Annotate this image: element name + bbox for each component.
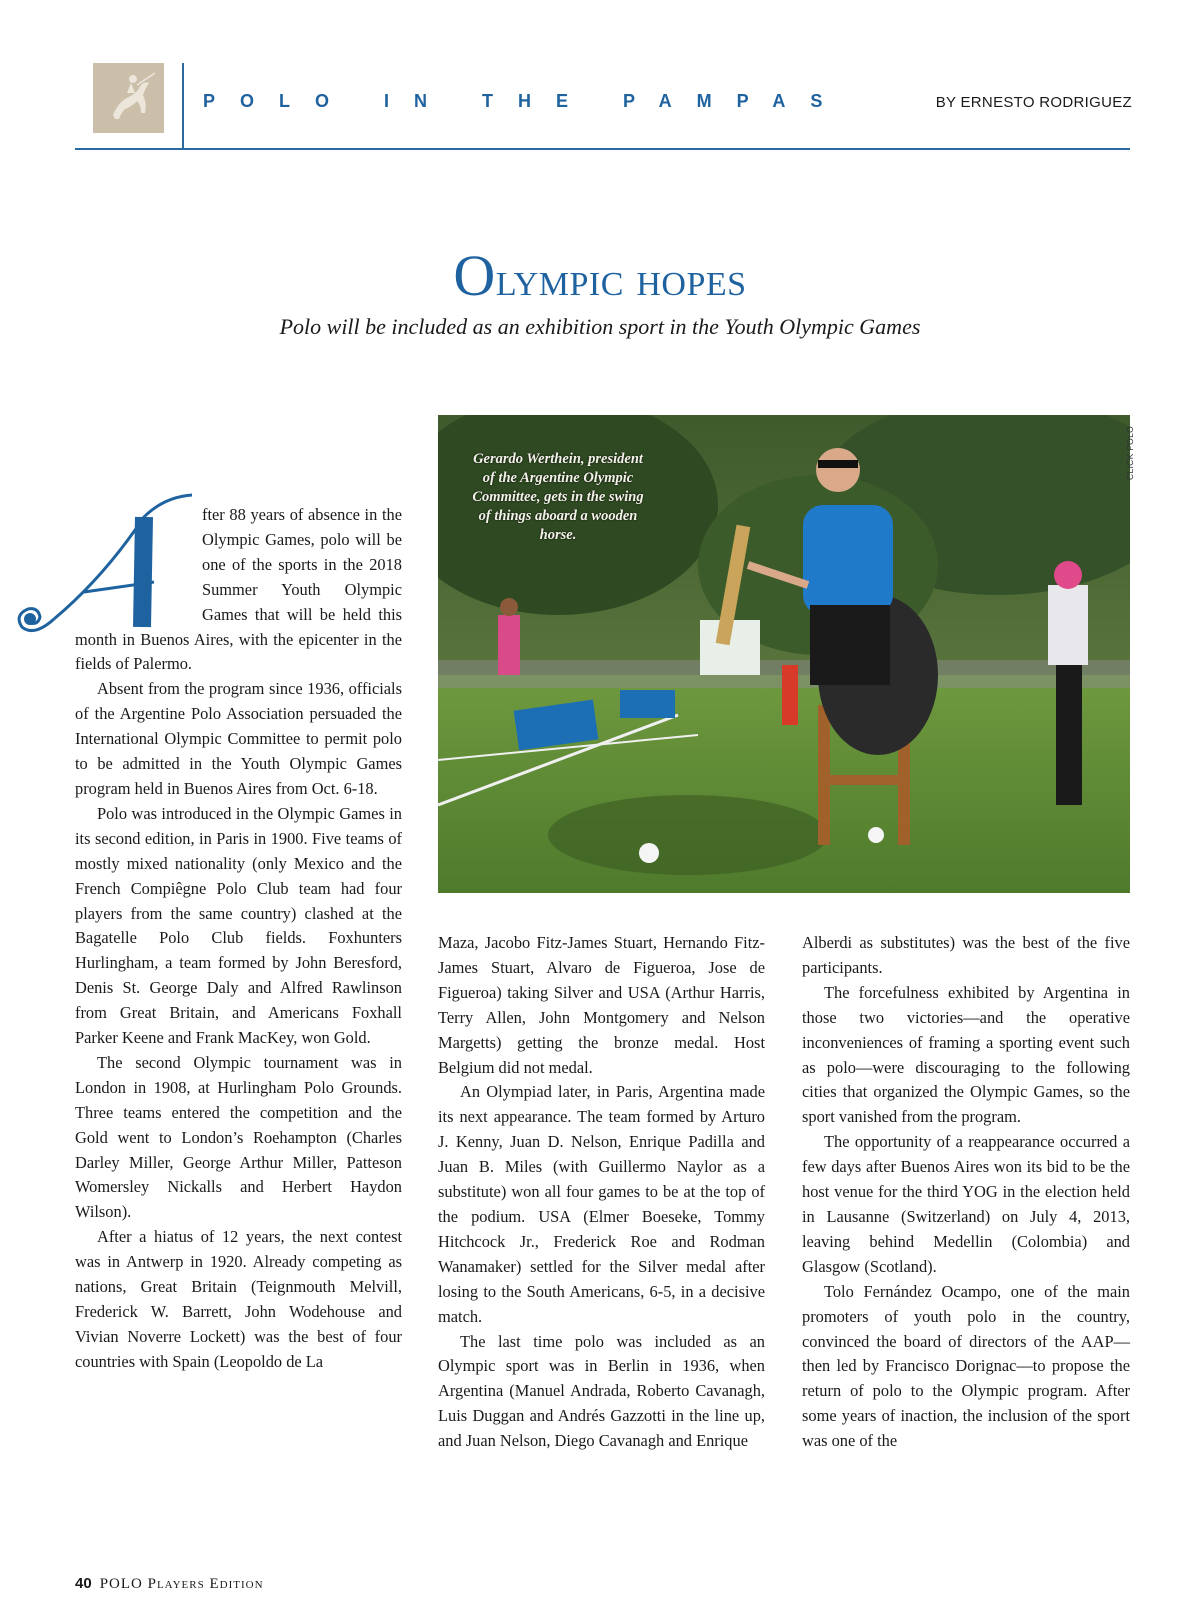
header-divider: [182, 63, 184, 149]
article-column-2: [438, 931, 765, 1454]
title-rest: lympic hopes: [495, 253, 747, 306]
kicker-text: POLO IN THE PAMPAS: [203, 91, 848, 111]
photo-caption: Gerardo Werthein, president of the Argentine Olympic Committee, gets in the swing of things aboard a wooden horse.: [472, 451, 644, 543]
paragraph: Maza, Jacobo Fitz-James Stuart, Hernando Fitz-James Stuart, Alvaro de Figueroa, Jose de Figueroa) taking Silver and USA (Arthur Harris, Terry Allen, John Montgomery and Nelson Margetts) getting the bronze medal. Host Belgium did not medal.: [438, 933, 765, 1077]
page-number: 40: [75, 1575, 92, 1592]
paragraph: The second Olympic tournament was in London in 1908, at Hurlingham Polo Grounds. Three teams entered the competition and the Gold went to London’s Roehampton (Charles Darley Miller, George Arthur Miller, Patteson Womersley Nickalls and Herbert Haydon Wilson).: [75, 1052, 402, 1222]
paragraph: The opportunity of a reappearance occurred a few days after Buenos Aires won its bid to be the host venue for the third YOG in the election held in Lausanne (Switzerland) on July 4, 2013, leaving behind Medellin (Colombia) and Glasgow (Scotland).: [802, 1132, 1130, 1276]
byline: BY ERNESTO RODRIGUEZ: [935, 94, 1132, 111]
article-subtitle: Polo will be included as an exhibition sport in the Youth Olympic Games: [279, 314, 921, 339]
paragraph: Polo was introduced in the Olympic Games in its second edition, in Paris in 1900. Five teams of mostly mixed nationality (only Mexico and the French Compiêgne Polo Club team had four players from the same country) clashed at the Bagatelle Polo Club fields. Foxhunters Hurlingham, a team formed by John Beresford, Denis St. George Daly and Alfred Rawlinson from Great Britain, and Americans Foxhall Parker Keene and Frank MacKey, won Gold.: [75, 803, 402, 1048]
paragraph: fter 88 years of absence in the Olympic Games, polo will be one of the sports in the 2018 Summer Youth Olympic Games that will be held this month in Buenos Aires, with the epicenter in the fields of Palermo.: [75, 505, 402, 674]
paragraph: Tolo Fernández Ocampo, one of the main promoters of youth polo in the country, convinced the board of directors of the AAP—then led by Francisco Dorignac—to propose the return of polo to the Olympic program. After some years of inaction, the inclusion of the sport was one of the: [802, 1281, 1130, 1451]
dropcap-spacer: [75, 503, 202, 627]
photo-credit: CLICK POLO: [1125, 425, 1135, 480]
article-column-1: [75, 503, 402, 1375]
magazine-name: POLO Players Edition: [99, 1576, 264, 1592]
polo-player-logo: [93, 63, 164, 133]
paragraph: After a hiatus of 12 years, the next contest was in Antwerp in 1920. Already competing as nations, Great Britain (Teignmouth Melvill, Frederick W. Barrett, John Wodehouse and Vivian Noverre Lockett) was the best of four countries with Spain (Leopoldo de La: [75, 1227, 402, 1371]
title-initial: O: [453, 243, 496, 308]
paragraph: The forcefulness exhibited by Argentina in those two victories—and the operative inconveniences of framing a sporting event such as polo—were discouraging to the following cities that organized the Olympic Games, so the sport vanished from the program.: [802, 982, 1130, 1127]
article-column-3: [802, 931, 1130, 1454]
paragraph: Absent from the program since 1936, officials of the Argentine Polo Association persuaded the International Olympic Committee to permit polo to be admitted in the Youth Olympic Games program held in Buenos Aires from Oct. 6-18.: [75, 679, 402, 798]
article-title: [0, 242, 1200, 309]
header-rule: [75, 148, 1130, 150]
paragraph: An Olympiad later, in Paris, Argentina made its next appearance. The team formed by Arturo J. Kenny, Juan D. Nelson, Enrique Padilla and Juan B. Miles (with Guillermo Naylor as a substitute) won all four games to be at the top of the podium. USA (Elmer Boeseke, Tommy Hitchcock Jr., Frederick Roe and Rodman Wanamaker) settled for the Silver medal after losing to the South Americans, 6-5, in a decisive match.: [438, 1082, 765, 1326]
paragraph: Alberdi as substitutes) was the best of the five participants.: [802, 933, 1130, 977]
page-folio: [75, 1575, 264, 1593]
paragraph: The last time polo was included as an Olympic sport was in Berlin in 1936, when Argentina (Manuel Andrada, Roberto Cavanagh, Luis Duggan and Andrés Gazzotti in the line up, and Juan Nelson, Diego Cavanagh and Enrique: [438, 1331, 765, 1451]
section-kicker: [203, 91, 847, 112]
